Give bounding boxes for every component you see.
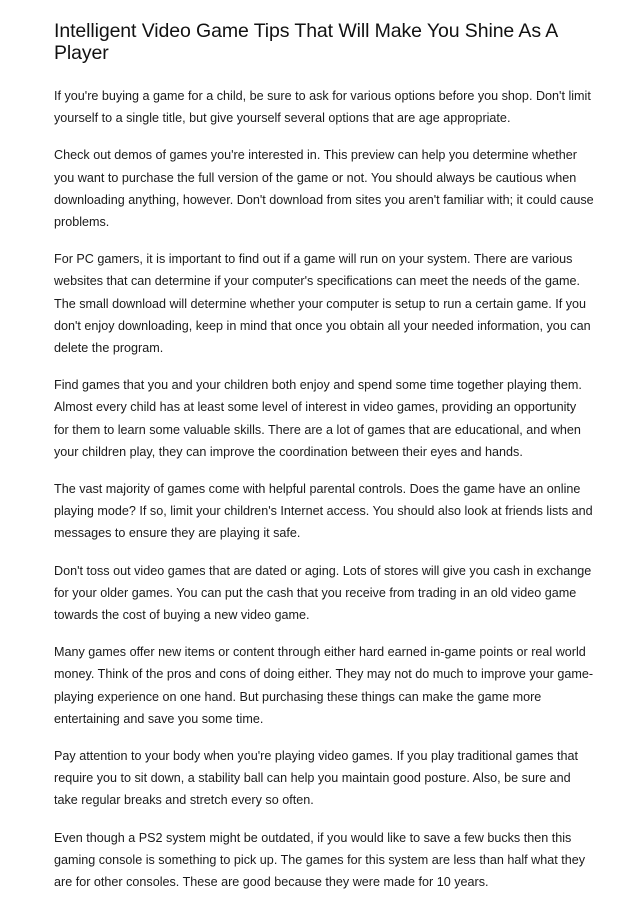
- paragraph: Many games offer new items or content through either hard earned in-game points or real world money. Think of the pros and cons of doing either. They may not do much to improve your game-playing experience on one hand. But purchasing these things can make the game more entertaining and save you some time.: [54, 645, 594, 726]
- document-title: Intelligent Video Game Tips That Will Make You Shine As A Player: [54, 20, 558, 64]
- paragraph: For PC gamers, it is important to find out if a game will run on your system. There are various websites that can determine if your computer's specifications can meet the needs of the game. The small download will determine whether your computer is setup to run a certain game. If you don't enjoy downloading, keep in mind that once you obtain all your needed information, you can delete the program.: [54, 252, 591, 356]
- paragraph: Pay attention to your body when you're playing video games. If you play traditional games that require you to sit down, a stability ball can help you maintain good posture. Also, be sure and take regular breaks and stretch every so often.: [54, 749, 578, 808]
- paragraph: The vast majority of games come with helpful parental controls. Does the game have an online playing mode? If so, limit your children's Internet access. You should also look at friends lists and messages to ensure they are playing it safe.: [54, 482, 593, 541]
- paragraph: Check out demos of games you're interested in. This preview can help you determine whether you want to purchase the full version of the game or not. You should always be cautious when downloading anything, however. Don't download from sites you aren't familiar with; it could cause problems.: [54, 148, 594, 230]
- paragraph: If you're buying a game for a child, be sure to ask for various options before you shop. Don't limit yourself to a single title, but give yourself several options that are age appropriate.: [54, 89, 591, 126]
- document-page: [54, 20, 594, 908]
- paragraph: Don't toss out video games that are dated or aging. Lots of stores will give you cash in exchange for your older games. You can put the cash that you receive from trading in an old video game towards the cost of buying a new video game.: [54, 563, 592, 623]
- paragraph: Even though a PS2 system might be outdated, if you would like to save a few bucks then this gaming console is something to pick up. The games for this system are less than half what they are for other consoles. These are good because they were made for 10 years.: [54, 830, 586, 890]
- paragraph: Find games that you and your children both enjoy and spend some time together playing them. Almost every child has at least some level of interest in video games, providing an opportunity for them to learn some valuable skills. There are a lot of games that are educational, and when your children play, they can improve the coordination between their eyes and hands.: [54, 378, 582, 459]
